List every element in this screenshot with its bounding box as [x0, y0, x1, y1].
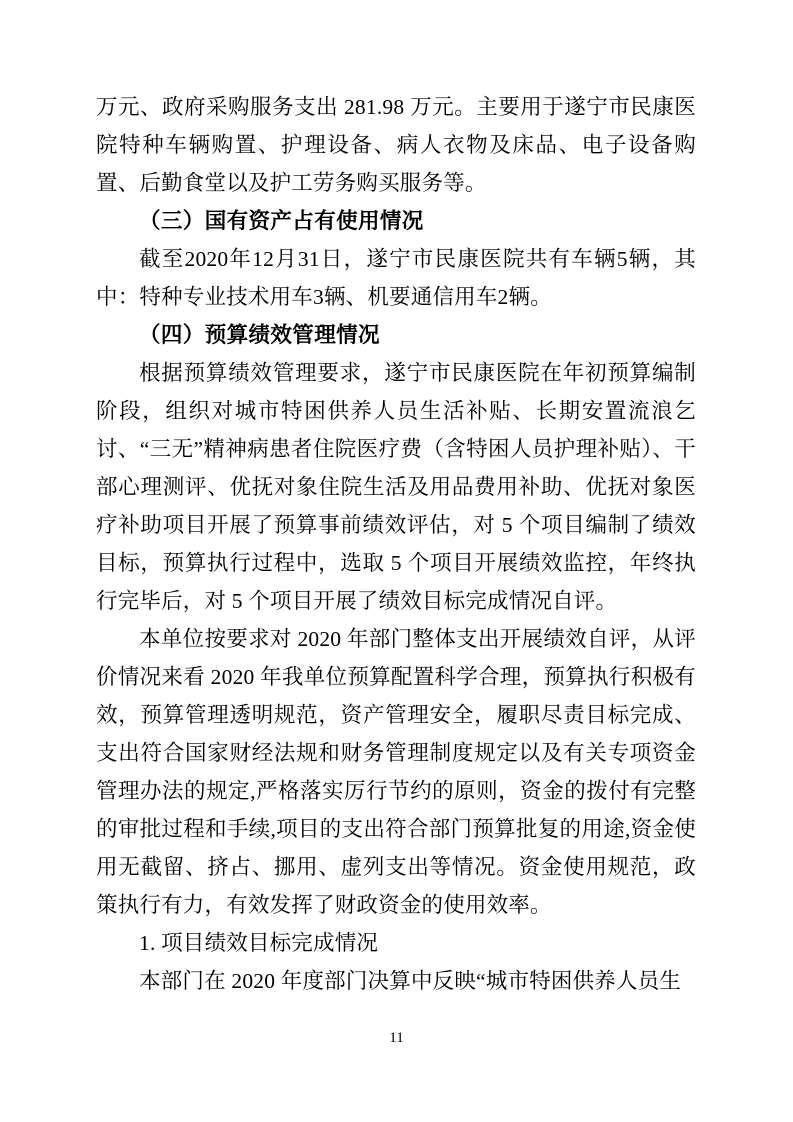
- paragraph-list-item-1: 1. 项目绩效目标完成情况: [139, 931, 379, 955]
- paragraph-continuation: 万元、政府采购服务支出 281.98 万元。主要用于遂宁市民康医院特种车辆购置、护理设备、病人衣物及床品、电子设备购置、后勤食堂以及护工劳务购买服务等。: [96, 95, 696, 195]
- paragraph-final-accounts: 本部门在 2020 年度部门决算中反映“城市特困供养人员生: [139, 969, 682, 993]
- section-heading-state-assets: （三）国有资产占有使用情况: [139, 209, 424, 233]
- paragraph-self-evaluation: 本单位按要求对 2020 年部门整体支出开展绩效自评，从评价情况来看 2020 年我单位预算配置科学合理，预算执行积极有效，预算管理透明规范，资产管理安全，履职尽责目标完成、支出符合国家财经法规和财务管理制度规定以及有关专项资金管理办法的规定,严格落实厉行节约的原则，资金的拨付有完整的审批过程和手续,项目的支出符合部门预算批复的用途,资金使用无截留、挤占、挪用、虚列支出等情况。资金使用规范，政策执行有力，有效发挥了财政资金的使用效率。: [96, 627, 696, 917]
- page-number: 11: [389, 1030, 404, 1046]
- paragraph-performance-management: 根据预算绩效管理要求，遂宁市民康医院在年初预算编制阶段，组织对城市特困供养人员生活补贴、长期安置流浪乞讨、“三无”精神病患者住院医疗费（含特困人员护理补贴）、干部心理测评、优抚对象住院生活及用品费用补助、优抚对象医疗补助项目开展了预算事前绩效评估，对 5 个项目编制了绩效目标，预算执行过程中，选取 5 个项目开展绩效监控，年终执行完毕后，对 5 个项目开展了绩效目标完成情况自评。: [96, 361, 696, 613]
- paragraph-vehicles: 截至2020年12月31日，遂宁市民康医院共有车辆5辆，其中：特种专业技术用车3辆、机要通信用车2辆。: [96, 247, 696, 309]
- page-content: [96, 88, 696, 1000]
- section-heading-budget-performance: （四）预算绩效管理情况: [139, 323, 380, 347]
